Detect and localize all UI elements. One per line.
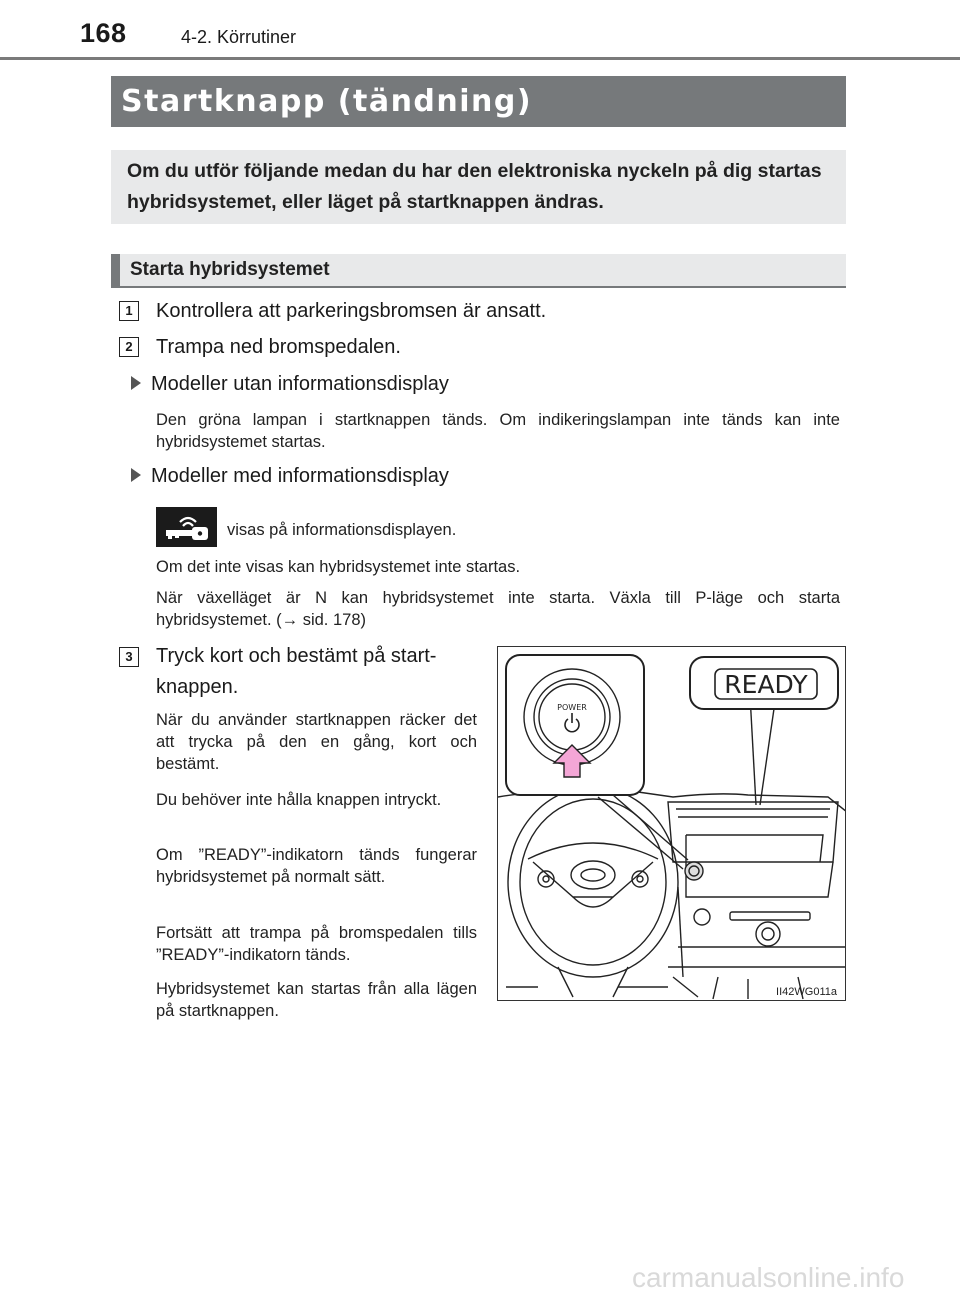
header-divider	[0, 57, 960, 60]
step-number-2: 2	[119, 337, 139, 357]
triangle-bullet-icon	[131, 376, 141, 390]
key-icon-caption: visas på informationsdisplayen.	[227, 521, 457, 539]
triangle-bullet-icon	[131, 468, 141, 482]
step-3-text-line1: Tryck kort och bestämt på start-	[156, 645, 437, 667]
page-title: Startknapp (tändning)	[111, 76, 846, 127]
step-3-note-3: Om ”READY”-indikatorn tänds fungerar hybridsystemet på normalt sätt.	[156, 846, 477, 886]
ready-label: READY	[724, 670, 808, 699]
page-number: 168	[80, 18, 127, 48]
figure-id: II42WG011a	[776, 986, 837, 998]
breadcrumb: 4-2. Körrutiner	[181, 27, 297, 47]
step-number-1: 1	[119, 301, 139, 321]
step-2-text: Trampa ned bromspedalen.	[156, 336, 401, 358]
note-without-display: Den gröna lampan i startknappen tänds. Om indikeringslampan inte tänds kan inte hybridsystemet startas.	[156, 411, 840, 451]
dashboard-drawing	[498, 647, 846, 1001]
step-number-3: 3	[119, 647, 139, 667]
sub-heading-without-display: Modeller utan informationsdisplay	[131, 373, 449, 396]
step-3-note-1: När du använder startknappen räcker det att trycka på den en gång, kort och bestämt.	[156, 711, 477, 773]
note-with-display-1: Om det inte visas kan hybridsystemet inte startas.	[156, 558, 521, 576]
step-3-note-4: Fortsätt att trampa på bromspedalen tills ”READY”-indikatorn tänds.	[156, 924, 477, 964]
section-heading: Starta hybridsystemet	[111, 254, 846, 288]
step-3-text-line2: knappen.	[156, 676, 239, 698]
note-with-display-2: När växelläget är N kan hybridsystemet inte starta. Växla till P-läge och starta hybridsystemet. (→ sid. 178)	[156, 589, 840, 629]
intro-text: Om du utför följande medan du har den elektroniska nyckeln på dig startas hybridsystemet, eller läget på startknappen ändras.	[111, 150, 846, 224]
step-1-text: Kontrollera att parkeringsbromsen är ansatt.	[156, 300, 547, 322]
dashboard-illustration	[497, 646, 846, 1001]
key-indicator-icon	[156, 507, 217, 547]
step-3-note-5: Hybridsystemet kan startas från alla lägen på startknappen.	[156, 980, 477, 1020]
power-label: POWER	[557, 703, 587, 712]
step-3-note-2: Du behöver inte hålla knappen intryckt.	[156, 791, 442, 809]
sub-heading-with-display: Modeller med informationsdisplay	[131, 465, 449, 488]
watermark: carmanualsonline.info	[632, 1262, 905, 1293]
